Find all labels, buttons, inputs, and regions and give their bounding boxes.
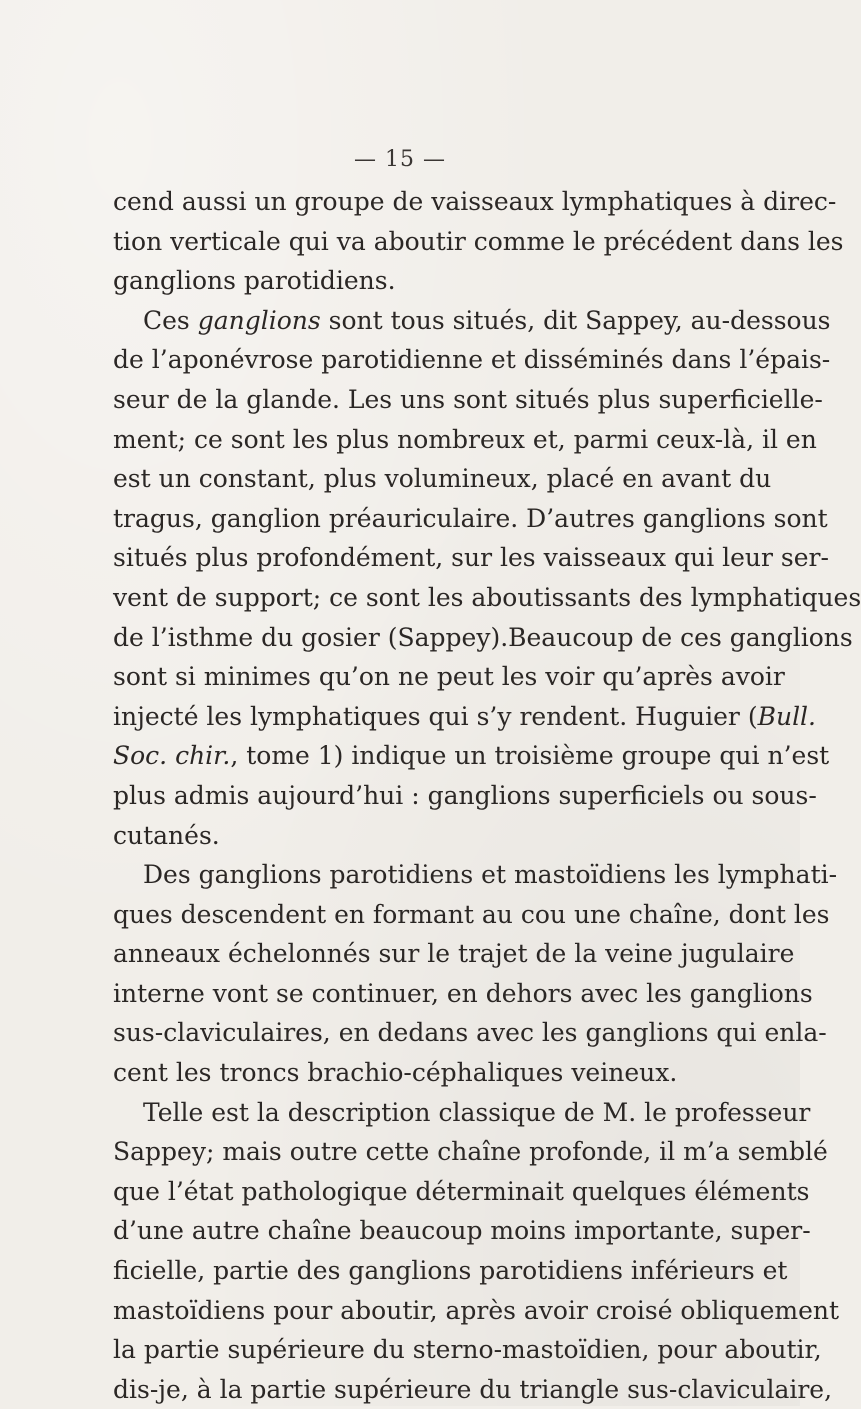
text-line (113, 974, 813, 1014)
text-line (113, 499, 828, 539)
text-line (113, 895, 830, 935)
text-line (113, 380, 823, 420)
text-line (113, 736, 830, 776)
text-line (113, 420, 817, 460)
text-segment: Ces (143, 305, 198, 335)
text-line (113, 1053, 703, 1093)
text-segment: que l’état pathologique déterminait quelques éléments (113, 1176, 810, 1206)
text-line (113, 816, 703, 856)
text-segment: Sappey; mais outre cette chaîne profonde, il m’a semblé (113, 1137, 828, 1167)
text-segment: ganglions (197, 305, 321, 335)
text-segment: anneaux échelonnés sur le trajet de la veine jugulaire (113, 939, 795, 969)
text-segment: de l’aponévrose parotidienne et disséminés dans l’épais- (113, 345, 831, 375)
text-segment: Soc. chir. (113, 741, 231, 771)
text-segment: plus admis aujourd’hui : ganglions superficiels ou sous- (113, 780, 817, 810)
text-line (113, 657, 785, 697)
text-segment: ganglions parotidiens. (113, 266, 396, 296)
text-line (113, 1251, 788, 1291)
text-line (113, 222, 844, 262)
text-line (113, 855, 838, 895)
text-segment: seur de la glande. Les uns sont situés plus superficielle- (113, 384, 823, 414)
text-line (113, 776, 817, 816)
text-segment: de l’isthme du gosier (Sappey).Beaucoup de ces ganglions (113, 622, 853, 652)
text-line (113, 261, 703, 301)
text-line (113, 618, 853, 658)
text-line (113, 1093, 811, 1133)
text-segment: sus-claviculaires, en dedans avec les ganglions qui enla- (113, 1018, 827, 1048)
text-segment: , tome 1) indique un troisième groupe qui n’est (230, 741, 830, 771)
text-segment: ques descendent en formant au cou une chaîne, dont les (113, 899, 830, 929)
text-segment: cend aussi un groupe de vaisseaux lymphatiques à direc- (113, 187, 837, 216)
text-line (113, 1172, 810, 1212)
text-segment: d’une autre chaîne beaucoup moins importante, super- (113, 1216, 811, 1246)
text-line (113, 697, 817, 737)
text-segment: situés plus profondément, sur les vaisseaux qui leur ser- (113, 543, 829, 573)
text-segment: interne vont se continuer, en dehors avec les ganglions (113, 978, 813, 1008)
text-segment: cent les troncs brachio-céphaliques veineux. (113, 1058, 678, 1088)
text-segment: sont tous situés, dit Sappey, au-dessous (320, 305, 831, 335)
text-line (113, 301, 831, 341)
text-segment: est un constant, plus volumineux, placé en avant du (113, 464, 772, 494)
text-segment: cutanés. (113, 820, 220, 850)
text-line (113, 182, 837, 222)
text-line (113, 459, 772, 499)
page-number: — 15 — (354, 147, 446, 172)
text-line (113, 538, 829, 578)
text-line (113, 934, 795, 974)
text-line (113, 1291, 840, 1331)
text-segment: ficielle, partie des ganglions parotidiens inférieurs et (113, 1256, 788, 1286)
text-segment: tion verticale qui va aboutir comme le précédent dans les (113, 226, 844, 256)
text-segment: la partie supérieure du sterno-mastoïdien, pour aboutir, (113, 1335, 822, 1365)
text-segment: Des ganglions parotidiens et mastoïdiens les lymphati- (143, 860, 838, 890)
text-line (113, 1211, 811, 1251)
text-line (113, 1132, 828, 1172)
body-text (113, 182, 861, 1409)
text-segment: tragus, ganglion préauriculaire. D’autres ganglions sont (113, 503, 828, 533)
text-segment: vent de support; ce sont les aboutissants des lymphatiques (113, 582, 861, 612)
text-segment: sont si minimes qu’on ne peut les voir qu’après avoir (113, 662, 785, 692)
text-segment: Telle est la description classique de M. le professeur (143, 1097, 811, 1127)
text-segment: ment; ce sont les plus nombreux et, parmi ceux-là, il en (113, 424, 817, 454)
text-line (113, 1370, 833, 1409)
text-line (113, 1330, 822, 1370)
text-line (113, 340, 831, 380)
text-segment: injecté les lymphatiques qui s’y rendent. Huguier ( (113, 701, 758, 731)
text-segment: mastoïdiens pour aboutir, après avoir croisé obliquement (113, 1295, 840, 1325)
text-segment: Bull. (757, 701, 817, 731)
text-line (113, 1013, 827, 1053)
text-segment: dis-je, à la partie supérieure du triangle sus-claviculaire, (113, 1374, 833, 1404)
text-line (113, 578, 861, 618)
